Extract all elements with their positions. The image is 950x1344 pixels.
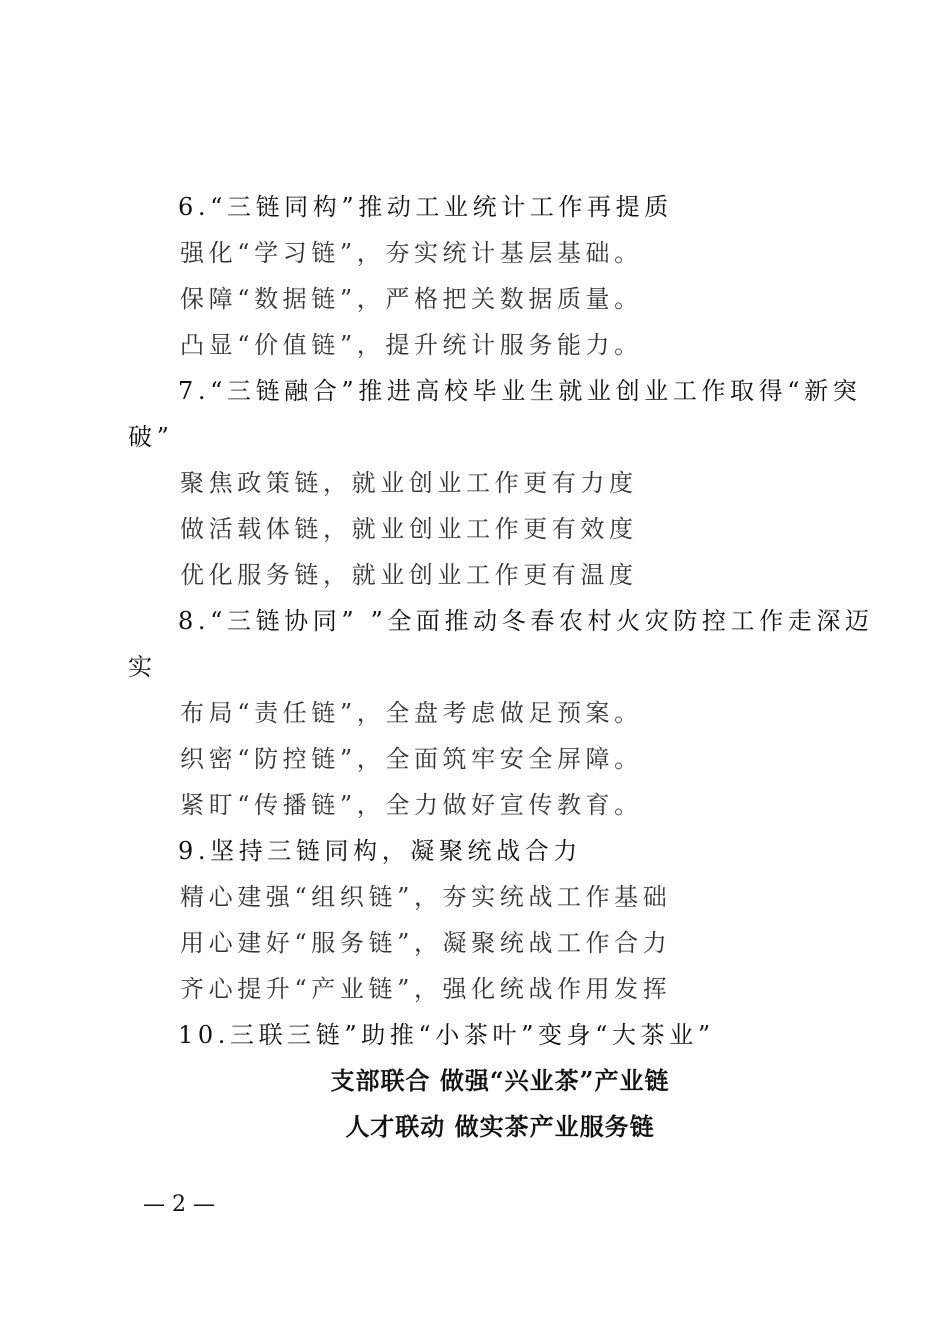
section-10-center-line-1: 支部联合 做强“兴业茶”产业链	[330, 1066, 670, 1095]
section-7-heading: 7.“三链融合”推进高校毕业生就业创业工作取得“新突	[178, 377, 862, 405]
section-6-item-3: 凸显“价值链”，提升统计服务能力。	[180, 331, 643, 359]
section-7-item-2: 做活载体链，就业创业工作更有效度	[180, 515, 638, 543]
section-8-heading: 8.“三链协同” ”全面推动冬春农村火灾防控工作走深迈	[178, 607, 874, 635]
section-6-item-2: 保障“数据链”，严格把关数据质量。	[180, 285, 643, 313]
section-7-heading-continued: 破”	[128, 423, 174, 451]
section-6-heading: 6.“三链同构”推动工业统计工作再提质	[178, 193, 673, 221]
section-8-item-2: 织密“防控链”，全面筑牢安全屏障。	[180, 745, 643, 773]
section-9-item-1: 精心建强“组织链”，夯实统战工作基础	[180, 883, 672, 911]
page-number: — 2 —	[143, 1192, 215, 1217]
section-9-item-2: 用心建好“服务链”，凝聚统战工作合力	[180, 929, 672, 957]
section-7-item-1: 聚焦政策链，就业创业工作更有力度	[180, 469, 638, 497]
section-8-item-3: 紧盯“传播链”，全力做好宣传教育。	[180, 791, 643, 819]
section-8-item-1: 布局“责任链”，全盘考虑做足预案。	[180, 699, 643, 727]
section-7-item-3: 优化服务链，就业创业工作更有温度	[180, 561, 638, 589]
section-10-heading: 10.三联三链”助推“小茶叶”变身“大茶业”	[178, 1021, 715, 1049]
section-6-item-1: 强化“学习链”，夯实统计基层基础。	[180, 239, 643, 267]
section-9-heading: 9.坚持三链同构，凝聚统战合力	[178, 837, 582, 865]
section-8-heading-continued: 实	[128, 653, 157, 681]
section-9-item-3: 齐心提升“产业链”，强化统战作用发挥	[180, 975, 672, 1003]
section-10-center-line-2: 人才联动 做实茶产业服务链	[345, 1112, 655, 1141]
